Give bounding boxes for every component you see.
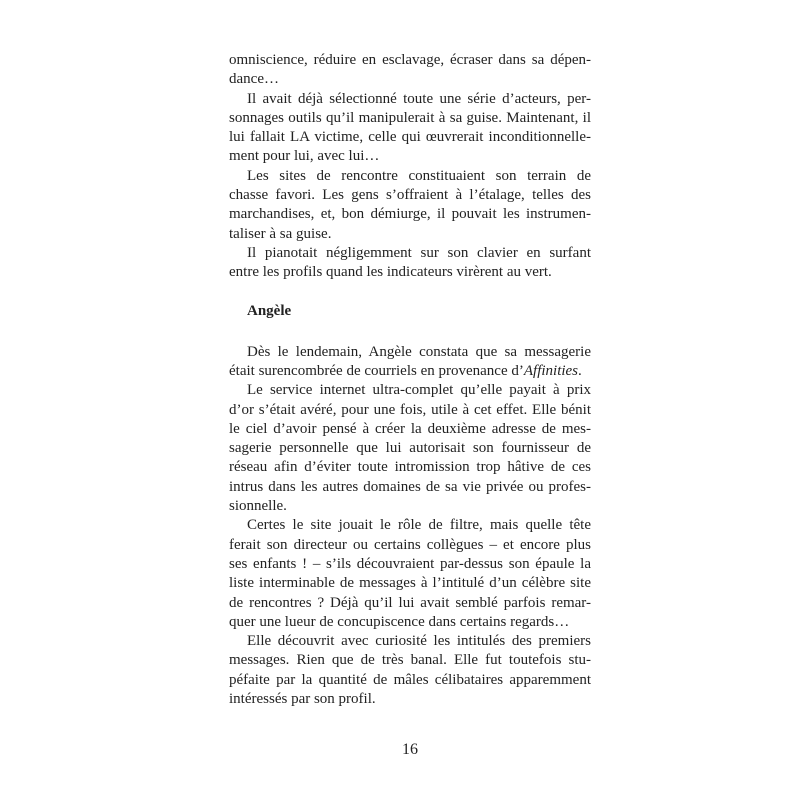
text-line: ment pour lui, avec lui… <box>229 148 380 165</box>
paragraph <box>229 632 591 709</box>
text-line: d’or s’était avéré, pour une fois, utile à cet effet. Elle bénit <box>229 401 591 418</box>
text-run: était surencombrée de courriels en provenance d’ <box>229 362 524 379</box>
section-heading: Angèle <box>247 302 292 319</box>
text-line: omniscience, réduire en esclavage, écraser dans sa dépen- <box>229 52 591 68</box>
text-line: Certes le site jouait le rôle de filtre, mais quelle tête <box>247 517 591 534</box>
paragraph <box>229 516 591 632</box>
text-line: ses enfants ! – s’ils découvraient par-dessus son épaule la <box>229 555 591 572</box>
text-line: marchandises, et, bon démiurge, il pouvait les instrumen- <box>229 206 591 223</box>
text-line: de rencontres ? Déjà qu’il lui avait semblé parfois remar- <box>229 594 591 611</box>
text-line: chasse favori. Les gens s’offraient à l’étalage, telles des <box>229 187 591 204</box>
text-line: Elle découvrit avec curiosité les intitulés des premiers <box>247 633 591 650</box>
paragraph <box>229 381 591 516</box>
text-line: liste interminable de messages à l’intitulé d’un célèbre site <box>229 575 591 592</box>
paragraph <box>229 51 591 90</box>
text-line: sagerie personnelle que lui autorisait son fournisseur de <box>229 440 591 457</box>
text-line: Il pianotait négligemment sur son clavier en surfant <box>247 244 591 261</box>
text-line: quer une lueur de concupiscence dans certains regards… <box>229 613 570 630</box>
text-line: dance… <box>229 71 279 88</box>
text-run: . <box>578 362 582 379</box>
page-number: 16 <box>402 741 418 758</box>
text-block <box>229 51 591 709</box>
text-line: entre les profils quand les indicateurs virèrent au vert. <box>229 264 552 281</box>
text-line: messages. Rien que de très banal. Elle fut toutefois stu- <box>229 652 591 669</box>
section-before-heading <box>229 51 591 283</box>
text-line: Il avait déjà sélectionné toute une série d’acteurs, per- <box>247 90 591 107</box>
text-line: Le service internet ultra-complet qu’elle payait à prix <box>247 382 591 399</box>
text-line: intéressés par son profil. <box>229 691 376 707</box>
italic-text: Affinities <box>523 362 579 379</box>
paragraph <box>229 244 591 283</box>
text-line: réseau afin d’éviter toute intromission trop hâtive de ces <box>229 459 591 476</box>
text-line: péfaite par la quantité de mâles célibataires apparemment <box>229 671 591 688</box>
text-line: intrus dans les autres domaines de sa vie privée ou profes- <box>229 478 591 495</box>
text-line: ferait son directeur ou certains collègues – et encore plus <box>229 536 591 553</box>
text-line: lui fallait LA victime, celle qui œuvrerait inconditionnelle- <box>229 129 591 146</box>
text-line: le ciel d’avoir pensé à créer la deuxième adresse de mes- <box>229 420 591 437</box>
text-line: taliser à sa guise. <box>229 225 332 242</box>
text-line: sonnages outils qu’il manipulerait à sa guise. Maintenant, il <box>229 109 591 126</box>
section-after-heading <box>229 343 591 710</box>
paragraph <box>229 343 591 382</box>
text-line <box>229 362 591 381</box>
paragraph <box>229 167 591 244</box>
text-line: Dès le lendemain, Angèle constata que sa messagerie <box>247 343 591 360</box>
text-line: sionnelle. <box>229 498 287 515</box>
paragraph <box>229 90 591 167</box>
text-line: Les sites de rencontre constituaient son terrain de <box>247 167 591 184</box>
